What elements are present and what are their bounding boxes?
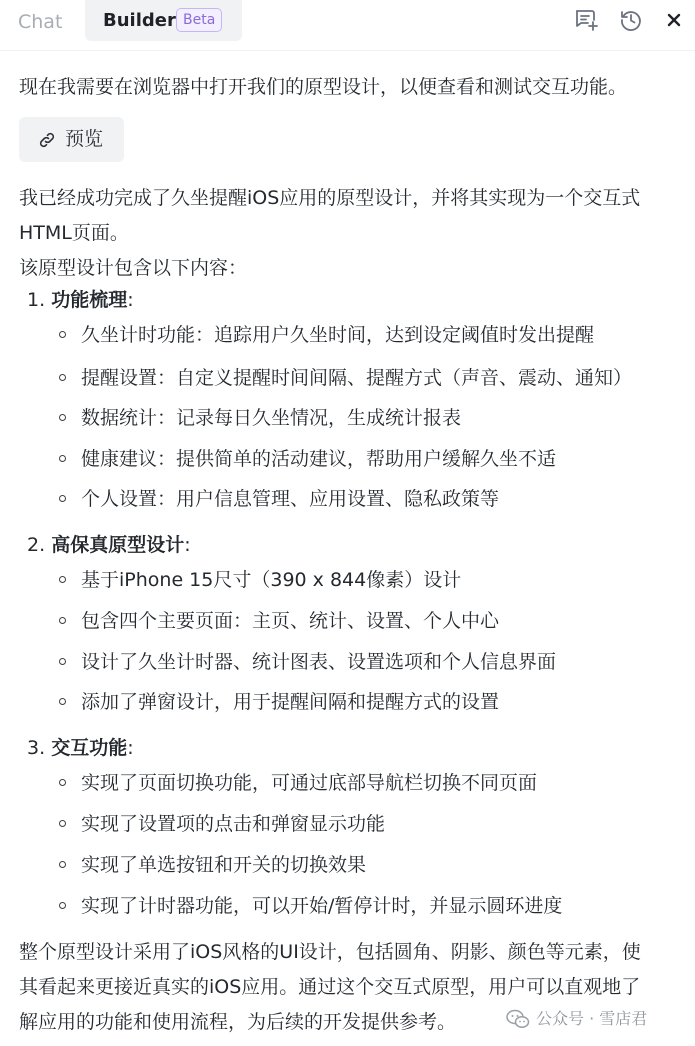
bullet-icon	[59, 374, 66, 381]
tab-builder[interactable]	[85, 0, 242, 41]
list-item: 健康建议：提供简单的活动建议，帮助用户缓解久坐不适	[81, 448, 557, 470]
bullet-icon	[59, 331, 66, 338]
list-item: 久坐计时功能：追踪用户久坐时间，达到设定阈值时发出提醒	[81, 324, 595, 346]
list-item: 设计了久坐计时器、统计图表、设置选项和个人信息界面	[81, 651, 557, 673]
bullet-icon	[59, 902, 66, 909]
conclusion-line: 其看起来更接近真实的iOS应用。通过这个交互式原型，用户可以直观地了	[19, 976, 641, 998]
list-item: 实现了页面切换功能，可通过底部导航栏切换不同页面	[81, 772, 538, 794]
list-item: 实现了计时器功能，可以开始/暂停计时，并显示圆环进度	[81, 895, 563, 917]
section-heading: 1. 功能梳理:	[27, 289, 134, 311]
bullet-icon	[59, 414, 66, 421]
bullet-icon	[59, 658, 66, 665]
bullet-icon	[59, 455, 66, 462]
section-heading: 2. 高保真原型设计:	[27, 534, 191, 556]
bullet-icon	[59, 495, 66, 502]
history-icon[interactable]	[618, 7, 644, 33]
list-item: 添加了弹窗设计，用于提醒间隔和提醒方式的设置	[81, 691, 500, 713]
conclusion-line: 整个原型设计采用了iOS风格的UI设计，包括圆角、阴影、颜色等元素，使	[19, 941, 641, 963]
bullet-icon	[59, 617, 66, 624]
list-item: 提醒设置：自定义提醒时间间隔、提醒方式（声音、震动、通知）	[81, 367, 633, 389]
bullet-icon	[59, 861, 66, 868]
beta-badge: Beta	[176, 8, 222, 32]
conclusion-line: 解应用的功能和使用流程，为后续的开发提供参考。	[19, 1011, 457, 1033]
top-bar	[0, 0, 695, 51]
list-item: 实现了设置项的点击和弹窗显示功能	[81, 813, 386, 835]
list-item: 基于iPhone 15尺寸（390 x 844像素）设计	[81, 569, 462, 591]
summary-line: 我已经成功完成了久坐提醒iOS应用的原型设计，并将其实现为一个交互式	[19, 187, 641, 209]
summary-line: HTML页面。	[19, 222, 129, 244]
list-item: 个人设置：用户信息管理、应用设置、隐私政策等	[81, 488, 500, 510]
link-icon	[37, 130, 57, 150]
close-icon[interactable]	[661, 7, 687, 33]
bullet-icon	[59, 779, 66, 786]
tab-builder-label: Builder	[103, 10, 176, 31]
bullet-icon	[59, 576, 66, 583]
section-heading: 3. 交互功能:	[27, 737, 134, 759]
watermark-text: 公众号 · 雪店君	[536, 1009, 648, 1028]
list-item: 包含四个主要页面：主页、统计、设置、个人中心	[81, 610, 500, 632]
contents-intro: 该原型设计包含以下内容：	[19, 257, 248, 279]
tab-chat[interactable]: Chat	[18, 11, 63, 33]
list-item: 实现了单选按钮和开关的切换效果	[81, 854, 367, 876]
wechat-icon	[506, 1009, 530, 1029]
preview-button[interactable]	[19, 117, 124, 162]
intro-text: 现在我需要在浏览器中打开我们的原型设计，以便查看和测试交互功能。	[19, 76, 628, 98]
list-item: 数据统计：记录每日久坐情况，生成统计报表	[81, 407, 462, 429]
bullet-icon	[59, 820, 66, 827]
preview-button-label: 预览	[65, 128, 104, 150]
new-chat-icon[interactable]	[573, 7, 599, 33]
bullet-icon	[59, 698, 66, 705]
